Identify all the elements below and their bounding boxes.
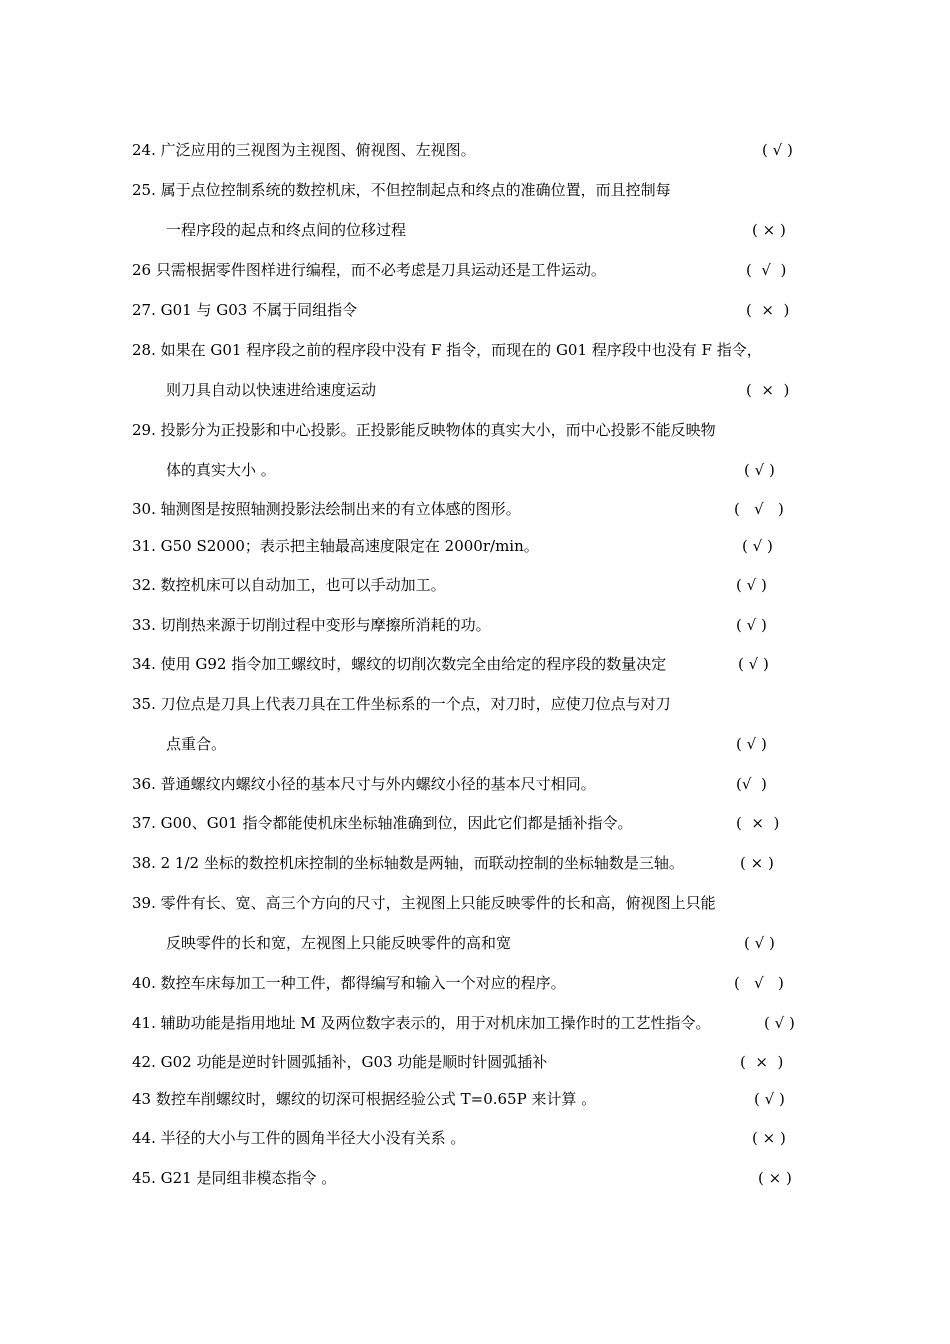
- question-text: 43 数控车削螺纹时，螺纹的切深可根据经验公式 T=0.65P 来计算 。: [132, 1090, 597, 1108]
- answer-mark: ( √ ): [764, 1014, 795, 1032]
- question-36: [132, 772, 812, 796]
- question-32: [132, 573, 812, 597]
- question-28-continued: [132, 378, 812, 402]
- question-35: [132, 692, 812, 716]
- answer-mark: ( √ ): [744, 461, 775, 479]
- answer-mark: ( × ): [758, 1169, 792, 1187]
- answer-mark: ( √ ): [746, 261, 787, 279]
- question-text: 45. G21 是同组非模态指令 。: [132, 1169, 337, 1187]
- question-text: 34. 使用 G92 指令加工螺纹时，螺纹的切削次数完全由给定的程序段的数量决定: [132, 655, 667, 673]
- question-text: 30. 轴测图是按照轴测投影法绘制出来的有立体感的图形。: [132, 500, 521, 518]
- question-26: [132, 258, 812, 282]
- question-29-continued: [132, 458, 812, 482]
- question-text: 42. G02 功能是逆时针圆弧插补，G03 功能是顺时针圆弧插补: [132, 1053, 548, 1071]
- answer-mark: ( √ ): [744, 934, 775, 952]
- answer-mark: ( × ): [752, 1129, 786, 1147]
- question-text: 35. 刀位点是刀具上代表刀具在工件坐标系的一个点，对刀时，应使刀位点与对刀: [132, 695, 671, 713]
- question-text: 36. 普通螺纹内螺纹小径的基本尺寸与外内螺纹小径的基本尺寸相同。: [132, 775, 596, 793]
- answer-mark: ( × ): [740, 1053, 784, 1071]
- question-text: 32. 数控机床可以自动加工，也可以手动加工。: [132, 576, 446, 594]
- question-text: 则刀具自动以快速进给速度运动: [166, 381, 377, 399]
- answer-mark: ( × ): [752, 221, 786, 239]
- question-44: [132, 1126, 812, 1150]
- question-27: [132, 298, 812, 322]
- answer-mark: ( √ ): [738, 655, 769, 673]
- answer-mark: ( √ ): [736, 616, 767, 634]
- answer-mark: ( √ ): [736, 576, 767, 594]
- question-text: 25. 属于点位控制系统的数控机床，不但控制起点和终点的准确位置，而且控制每: [132, 181, 671, 199]
- answer-mark: ( × ): [746, 381, 790, 399]
- question-text: 31. G50 S2000；表示把主轴最高速度限定在 2000r/min。: [132, 537, 539, 555]
- question-37: [132, 811, 812, 835]
- question-39: [132, 891, 812, 915]
- answer-mark: ( √ ): [734, 500, 784, 518]
- question-text: 26 只需根据零件图样进行编程，而不必考虑是刀具运动还是工件运动。: [132, 261, 606, 279]
- question-text: 40. 数控车床每加工一种工件，都得编写和输入一个对应的程序。: [132, 974, 566, 992]
- answer-mark: ( √ ): [742, 537, 773, 555]
- question-35-continued: [132, 732, 812, 756]
- question-39-continued: [132, 931, 812, 955]
- answer-mark: ( × ): [746, 301, 790, 319]
- answer-mark: ( √ ): [754, 1090, 785, 1108]
- question-29: [132, 418, 812, 442]
- question-text: 44. 半径的大小与工件的圆角半径大小没有关系 。: [132, 1129, 466, 1147]
- answer-mark: (√ ): [736, 775, 767, 793]
- question-text: 38. 2 1/2 坐标的数控机床控制的坐标轴数是两轴，而联动控制的坐标轴数是三轴。: [132, 854, 684, 872]
- question-41: [132, 1011, 812, 1035]
- question-text: 点重合。: [166, 735, 227, 753]
- question-text: 反映零件的长和宽，左视图上只能反映零件的高和宽: [166, 934, 512, 952]
- question-text: 37. G00、G01 指令都能使机床坐标轴准确到位，因此它们都是插补指令。: [132, 814, 633, 832]
- question-40: [132, 971, 812, 995]
- question-24: [132, 138, 812, 162]
- question-31: [132, 534, 812, 558]
- question-30: [132, 497, 812, 521]
- question-45: [132, 1166, 812, 1190]
- question-25: [132, 178, 812, 202]
- question-34: [132, 652, 812, 676]
- answer-mark: ( × ): [736, 814, 780, 832]
- question-25-continued: [132, 218, 812, 242]
- question-text: 24. 广泛应用的三视图为主视图、俯视图、左视图。: [132, 141, 476, 159]
- question-33: [132, 613, 812, 637]
- question-28: [132, 338, 812, 362]
- answer-mark: ( √ ): [762, 141, 793, 159]
- question-text: 29. 投影分为正投影和中心投影。正投影能反映物体的真实大小，而中心投影不能反映物: [132, 421, 716, 439]
- question-text: 41. 辅助功能是指用地址 M 及两位数字表示的，用于对机床加工操作时的工艺性指令。: [132, 1014, 711, 1032]
- question-text: 33. 切削热来源于切削过程中变形与摩擦所消耗的功。: [132, 616, 491, 634]
- answer-mark: ( √ ): [734, 974, 784, 992]
- question-43: [132, 1087, 812, 1111]
- question-text: 27. G01 与 G03 不属于同组指令: [132, 301, 358, 319]
- question-42: [132, 1050, 812, 1074]
- question-text: 28. 如果在 G01 程序段之前的程序段中没有 F 指令，而现在的 G01 程序段中也没有 F 指令，: [132, 341, 762, 359]
- question-text: 39. 零件有长、宽、高三个方向的尺寸，主视图上只能反映零件的长和高，俯视图上只能: [132, 894, 716, 912]
- question-text: 体的真实大小 。: [166, 461, 276, 479]
- answer-mark: ( × ): [740, 854, 774, 872]
- answer-mark: ( √ ): [736, 735, 767, 753]
- question-text: 一程序段的起点和终点间的位移过程: [166, 221, 407, 239]
- question-38: [132, 851, 812, 875]
